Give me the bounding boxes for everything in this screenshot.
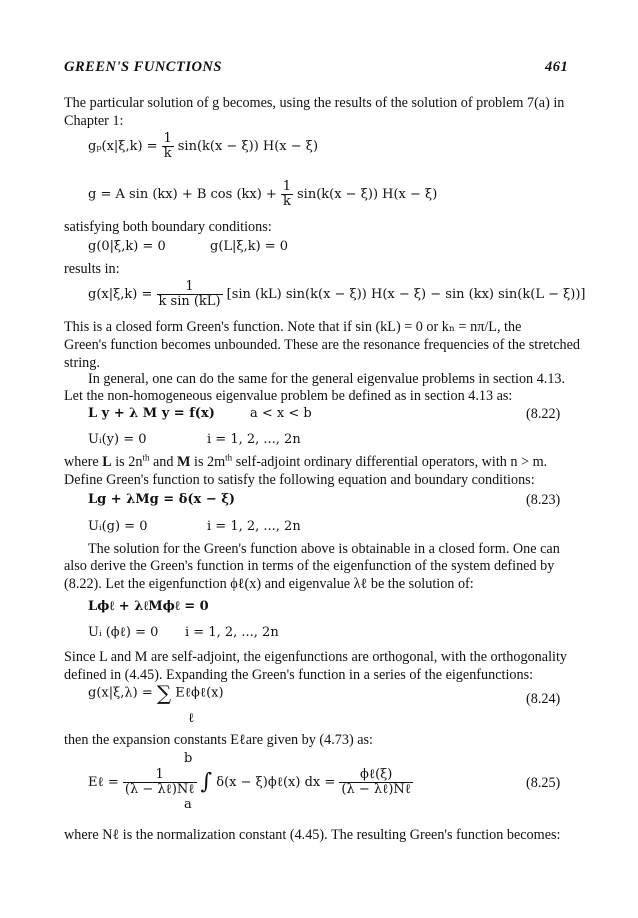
paragraph-text: Define Green's function to satisfy the following equation and boundary conditions: — [64, 472, 535, 488]
integral-lower-limit: a — [184, 797, 192, 812]
paragraph-text: In general, one can do the same for the general eigenvalue problems in section 4.13. — [88, 371, 566, 387]
equation-lhs: g = A sin (kx) + B cos (kx) + — [88, 187, 277, 202]
integral-upper-limit: b — [184, 751, 193, 766]
boundary-condition: Uᵢ (ϕℓ) = 0 — [88, 625, 159, 640]
equation-rhs: sin(k(x − ξ)) H(x − ξ) — [177, 139, 319, 154]
equation-lhs: g(x|ξ,k) = — [88, 287, 153, 302]
fraction: $\frac{1}{\text{k sin (kL)}}$ — [158, 279, 221, 309]
fraction: $\frac{1}{\text{(λ − λℓ)Nℓ}}$ — [124, 767, 195, 797]
equation-number: (8.23) — [526, 492, 561, 508]
equation-closed-form — [88, 280, 586, 309]
paragraph-text: Green's function becomes unbounded. These are the resonance frequencies of the stretched — [64, 337, 580, 353]
equation-8-23: Lg + λMg = δ(x − ξ) — [88, 492, 236, 507]
integrand: δ(x − ξ)ϕℓ(x) dx = — [216, 775, 336, 790]
paragraph-text: defined in (4.45). Expanding the Green's function in a series of the eigenfunctions: — [64, 667, 534, 683]
paragraph-text: then the expansion constants Eℓare given by (4.73) as: — [64, 732, 373, 748]
equation-lhs: g(x|ξ,λ) = — [88, 685, 153, 701]
paragraph-text: where L is $2n^{th}$ and M is $2m^{th}$ self-adjoint ordinary differential operators, with n > m. — [64, 452, 548, 470]
integral-symbol: ∫ — [200, 769, 213, 795]
equation-number: (8.25) — [526, 775, 561, 791]
paragraph-text: Let the non-homogeneous eigenvalue problem be defined as in section 4.13 as: — [64, 388, 513, 404]
equation-general-solution — [88, 180, 437, 209]
paragraph-text: Chapter 1: — [64, 113, 124, 129]
boundary-condition-left: g(0|ξ,k) = 0 — [88, 239, 166, 254]
equation-number: (8.22) — [526, 406, 561, 422]
equation-lhs: gₚ(x|ξ,k) = — [88, 139, 158, 154]
equation-eigenproblem: Lϕℓ + λℓMϕℓ = 0 — [88, 599, 209, 614]
equation-rhs: Eℓϕℓ(x) — [175, 685, 224, 701]
equation-8-24 — [88, 681, 224, 705]
paragraph-text: This is a closed form Green's function. Note that if sin (kL) = 0 or kₙ = nπ/L, the — [64, 319, 522, 335]
paragraph-text: (8.22). Let the eigenfunction ϕℓ(x) and eigenvalue λℓ be the solution of: — [64, 576, 474, 592]
paragraph-text: also derive the Green's function in terms of the eigenfunction of the system defined by — [64, 558, 555, 574]
summation-symbol: ∑ — [156, 681, 172, 705]
equation-lhs: Eℓ = — [88, 775, 119, 790]
equation-rhs: sin(k(x − ξ)) H(x − ξ) — [297, 187, 438, 202]
boundary-condition: Uᵢ(g) = 0 — [88, 519, 148, 534]
paragraph-text: results in: — [64, 261, 120, 277]
paragraph-text: satisfying both boundary conditions: — [64, 219, 272, 235]
equation-8-25 — [88, 768, 413, 797]
index-range: i = 1, 2, ..., 2n — [185, 625, 279, 640]
equation-range: a < x < b — [250, 406, 312, 421]
equation-rhs: [sin (kL) sin(k(x − ξ)) H(x − ξ) − sin (kx) sin(k(L − ξ))] — [226, 287, 586, 302]
fraction: $\frac{\text{ϕℓ(ξ)}}{\text{(λ − λℓ)Nℓ}}$ — [341, 767, 411, 797]
equation-8-22: L y + λ M y = f(x) — [88, 406, 215, 421]
paragraph-text: string. — [64, 355, 100, 371]
boundary-condition: Uᵢ(y) = 0 — [88, 432, 147, 447]
index-range: i = 1, 2, ..., 2n — [207, 432, 301, 447]
paragraph-text: The solution for the Green's function above is obtainable in a closed form. One can — [88, 541, 560, 557]
paragraph-text: where Nℓ is the normalization constant (4.45). The resulting Green's function becomes: — [64, 827, 561, 843]
boundary-condition-right: g(L|ξ,k) = 0 — [210, 239, 289, 254]
page-number: 461 — [545, 59, 569, 75]
fraction: $\frac{1}{k}$ — [163, 131, 172, 161]
equation-particular-solution — [88, 132, 318, 161]
paragraph-text: Since L and M are self-adjoint, the eigenfunctions are orthogonal, with the orthogonality — [64, 649, 567, 665]
fraction: $\frac{1}{k}$ — [282, 179, 292, 209]
paragraph-text: The particular solution of g becomes, using the results of the solution of problem 7(a) in — [64, 95, 565, 111]
equation-number: (8.24) — [526, 691, 561, 707]
running-header-title: GREEN'S FUNCTIONS — [64, 59, 222, 75]
summation-index: ℓ — [188, 711, 195, 726]
index-range: i = 1, 2, ..., 2n — [207, 519, 301, 534]
